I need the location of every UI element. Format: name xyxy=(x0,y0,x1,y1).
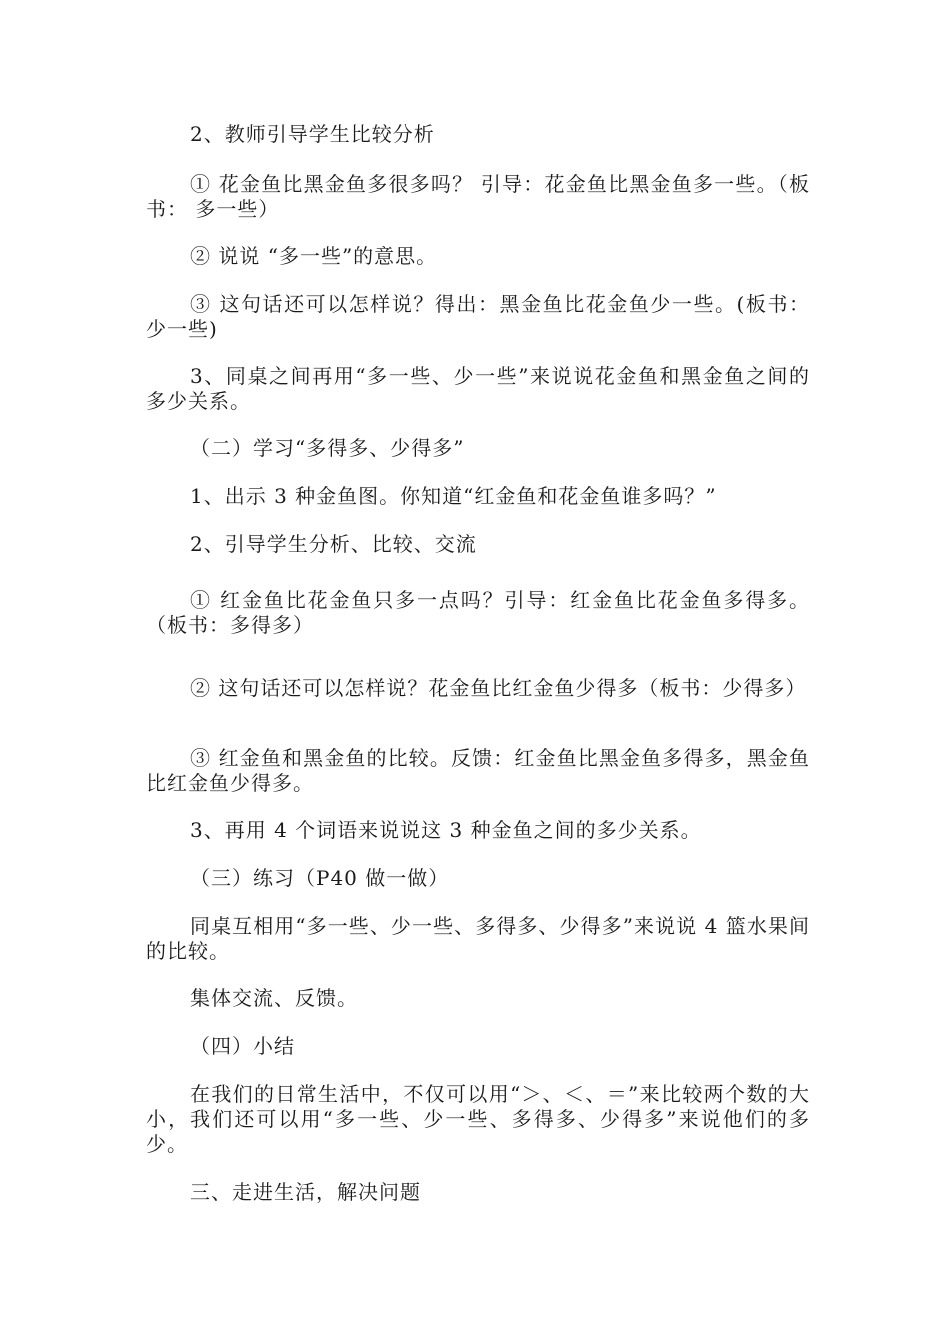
paragraph-analyze: 2、引导学生分析、比较、交流 xyxy=(190,532,477,556)
section-heading-life: 三、走进生活，解决问题 xyxy=(190,1180,421,1204)
paragraph-question-3: ③ 这句话还可以怎样说？得出：黑金鱼比花金鱼少一些。(板书：少一些) xyxy=(146,292,810,341)
paragraph-other-way: ② 这句话还可以怎样说？花金鱼比红金鱼少得多（板书：少得多） xyxy=(190,676,807,700)
paragraph-summary: 在我们的日常生活中，不仅可以用“＞、＜、＝”来比较两个数的大小，我们还可以用“多一些、少一些、多得多、少得多”来说他们的多少。 xyxy=(146,1082,810,1156)
section-heading-two: （二）学习“多得多、少得多” xyxy=(190,436,465,460)
section-heading-three: （三）练习（P40 做一做） xyxy=(190,866,450,890)
paragraph-feedback: 集体交流、反馈。 xyxy=(190,986,358,1010)
paragraph-fruit-baskets: 同桌互相用“多一些、少一些、多得多、少得多”来说说 4 篮水果间的比较。 xyxy=(146,914,810,963)
paragraph-red-vs-black: ③ 红金鱼和黑金鱼的比较。反馈：红金鱼比黑金鱼多得多，黑金鱼比红金鱼少得多。 xyxy=(146,746,810,795)
section-heading-four: （四）小结 xyxy=(190,1034,295,1058)
paragraph-question-2: ② 说说 “多一些”的意思。 xyxy=(190,244,438,268)
paragraph-four-words: 3、再用 4 个词语来说说这 3 种金鱼之间的多少关系。 xyxy=(190,818,702,842)
paragraph-teacher-guide: 2、教师引导学生比较分析 xyxy=(190,122,435,146)
paragraph-show-fish: 1、出示 3 种金鱼图。你知道“红金鱼和花金鱼谁多吗？” xyxy=(190,484,717,508)
paragraph-desk-mates: 3、同桌之间再用“多一些、少一些”来说说花金鱼和黑金鱼之间的多少关系。 xyxy=(146,364,810,413)
paragraph-question-1: ① 花金鱼比黑金鱼多很多吗？ 引导：花金鱼比黑金鱼多一些。（板书： 多一些） xyxy=(146,172,810,221)
paragraph-red-vs-flower: ① 红金鱼比花金鱼只多一点吗？引导：红金鱼比花金鱼多得多。（板书：多得多） xyxy=(146,588,810,637)
